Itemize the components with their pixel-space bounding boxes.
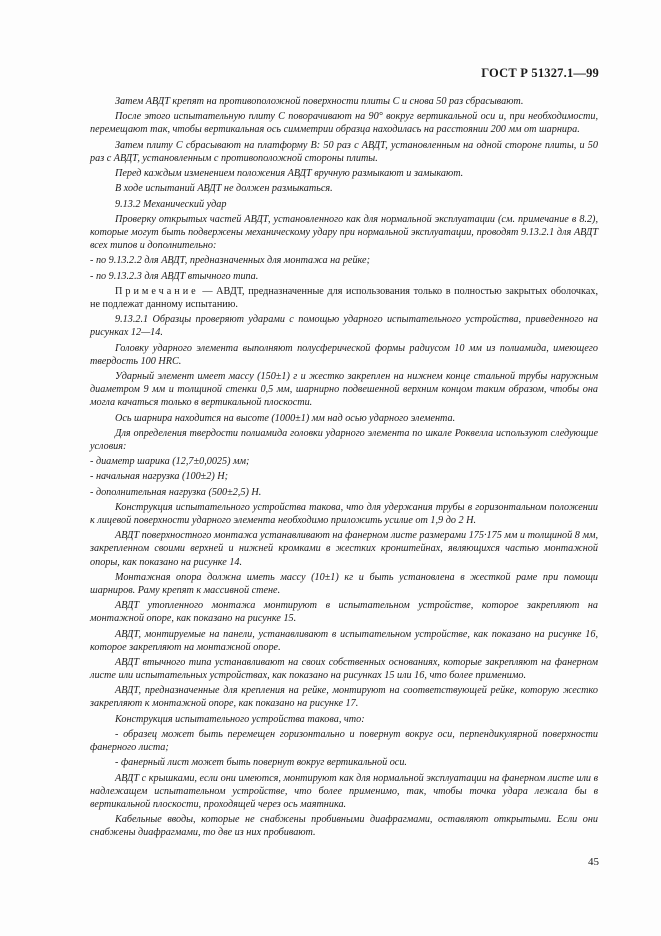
page-number: 45 [588,856,599,868]
paragraph: Конструкция испытательного устройства такова, что для удержания трубы в горизонтальном положении к лицевой поверхности ударного элемента необходимо приложить усилие от 1,9 до 2 Н. [90,502,598,527]
list-item: - диаметр шарика (12,7±0,0025) мм; [90,456,250,468]
paragraph: В ходе испытаний АВДТ не должен размыкаться. [115,183,333,195]
body-text [90,95,598,842]
list-item: - фанерный лист может быть повернут вокруг вертикальной оси. [115,757,407,769]
note-label: Примечание [115,285,199,297]
paragraph: Ударный элемент имеет массу (150±1) г и жестко закреплен на нижнем конце стальной трубы наружным диаметром 9 мм и толщиной стенки 0,5 мм, шарнирно подвешенной верхним концом таким образом, чтобы она могла качаться только в вертикальной плоскости. [90,371,598,409]
paragraph: Перед каждым изменением положения АВДТ вручную размыкают и замыкают. [115,168,464,180]
paragraph: АВДТ поверхностного монтажа устанавливают на фанерном листе размерами 175·175 мм и толщиной 8 мм, закрепленном своими верхней и нижней кромками в жестких кронштейнах, являющихся частью монтажной опоры, как показано на рисунке 14. [90,530,598,568]
paragraph: Конструкция испытательного устройства такова, что: [115,713,365,725]
paragraph: АВДТ втычного типа устанавливают на своих собственных основаниях, которые закрепляют на фанерном листе или испытательных устройствах, как показано на рисунках 15 или 16, что более применимо. [90,656,598,682]
paragraph: Затем плиту С сбрасывают на платформу В: 50 раз с АВДТ, установленным на одной стороне плиты, и 50 раз с АВДТ, установленным с противоположной стороны плиты. [90,139,598,164]
list-item: - по 9.13.2.2 для АВДТ, предназначенных для монтажа на рейке; [90,255,370,267]
paragraph: Затем АВДТ крепят на противоположной поверхности плиты С и снова 50 раз сбрасывают. [115,96,524,107]
paragraph: Ось шарнира находится на высоте (1000±1) мм над осью ударного элемента. [115,412,456,424]
paragraph: Для определения твердости полиамида головки ударного элемента по шкале Роквелла используют следующие условия: [90,427,598,452]
paragraph: 9.13.2.1 Образцы проверяют ударами с помощью ударного испытательного устройства, приведенного на рисунках 12—14. [90,314,598,339]
paragraph: АВДТ с крышками, если они имеются, монтируют как для нормальной эксплуатации на фанерном листе или в надлежащем испытательном устройстве, что более применимо, так, чтобы точка удара лежала бы в вертикальной плоскости, проходящей через ось маятника. [90,772,598,810]
paragraph: Головку ударного элемента выполняют полусферической формы радиусом 10 мм из полиамида, имеющего твердость 100 HRC. [90,342,598,367]
list-item: - начальная нагрузка (100±2) Н; [90,471,229,483]
list-item: - образец может быть перемещен горизонтально и повернут вокруг оси, перпендикулярной поверхности фанерного листа; [90,729,598,754]
paragraph: Кабельные вводы, которые не снабжены пробивными диафрагмами, оставляют открытыми. Если они снабжены диафрагмами, то две из них пробивают. [90,814,598,839]
standard-header: ГОСТ Р 51327.1—99 [481,66,599,80]
paragraph: АВДТ, предназначенные для крепления на рейке, монтируют на соответствующей рейке, которую жестко закрепляют к монтажной опоре, как показано на рисунке 17. [90,685,598,710]
paragraph: После этого испытательную плиту С поворачивают на 90° вокруг вертикальной оси и, при необходимости, перемещают так, чтобы вертикальная ось симметрии образца находилась на расстоянии 200 мм от шарнира. [90,111,598,136]
list-item: - по 9.13.2.3 для АВДТ втычного типа. [90,270,259,282]
paragraph: АВДТ утопленного монтажа монтируют в испытательном устройстве, которое закрепляют на монтажной опоре, как показано на рисунке 15. [90,600,598,625]
paragraph: Проверку открытых частей АВДТ, установленного как для нормальной эксплуатации (см. примечание в 8.2), которые могут быть подвержены механическому удару при нормальной эксплуатации, проводят 9.13.2.1 для АВДТ всех типов и дополнительно: [90,213,598,252]
paragraph: АВДТ, монтируемые на панели, устанавливают в испытательном устройстве, как показано на рисунке 16, которое закрепляют на монтажной опоре. [90,628,598,653]
list-item: - дополнительная нагрузка (500±2,5) Н. [90,486,262,498]
note [90,285,598,311]
section-heading: 9.13.2 Механический удар [115,198,227,210]
paragraph: Монтажная опора должна иметь массу (10±1) кг и быть установлена в жесткой раме при помощи шарниров. Раму крепят к массивной стене. [90,571,598,596]
note-text: — АВДТ, предназначенные для использования только в полностью закрытых оболочках, не подлежат данному испытанию. [90,285,598,310]
